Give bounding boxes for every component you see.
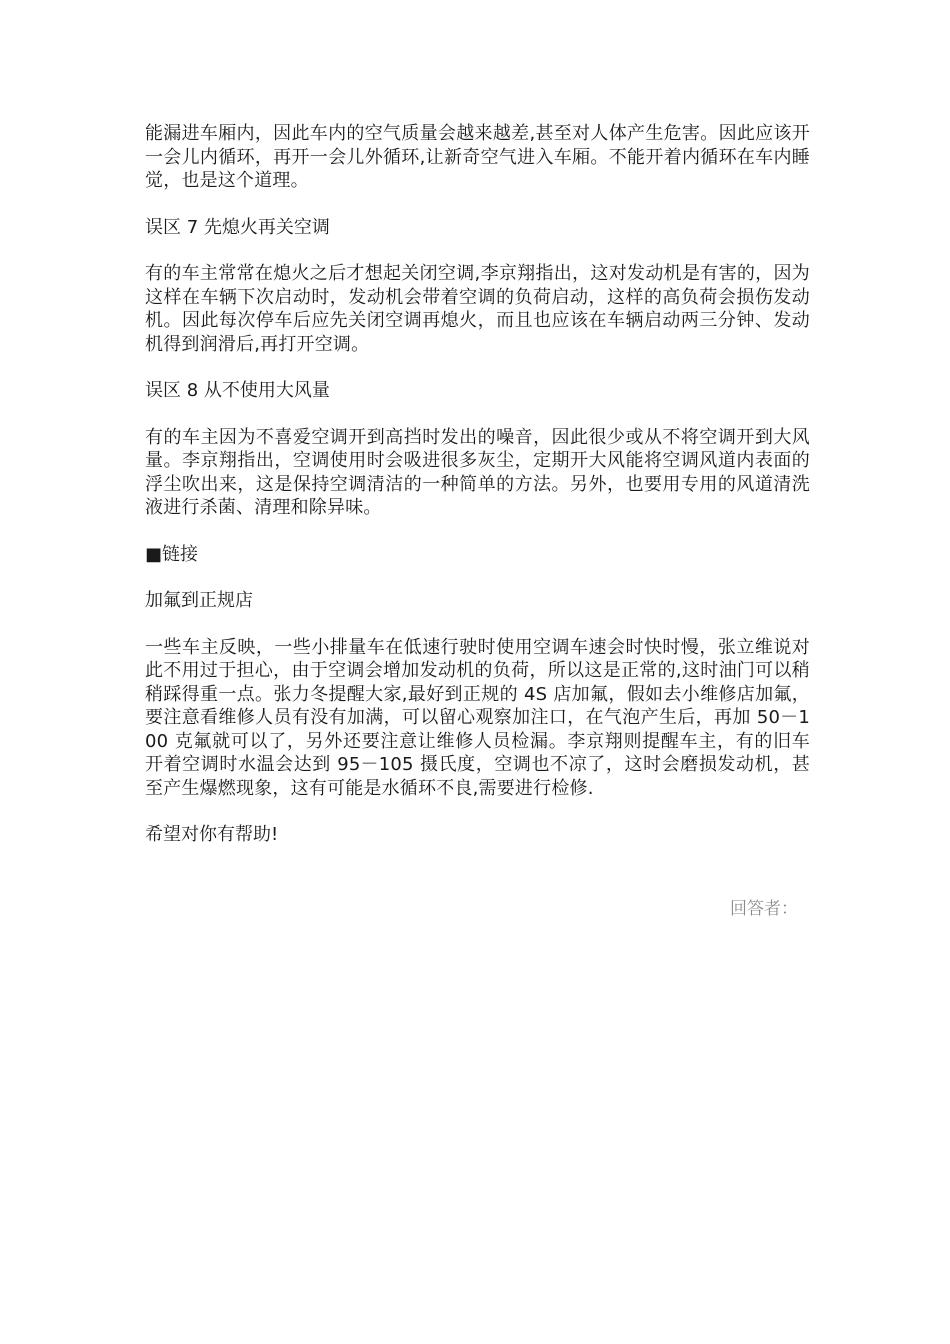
heading-link: ■链接 (145, 543, 199, 565)
closing-line: 希望对你有帮助! (145, 824, 279, 845)
paragraph-mistake-7: 有的车主常常在熄火之后才想起关闭空调,李京翔指出，这对发动机是有害的，因为这样在车辆下次启动时，发动机会带着空调的负荷启动，这样的高负荷会损伤发动机。因此每次停车后应先关闭空调再熄火，而且也应该在车辆启动两三分钟、发动机得到润滑后,再打开空调。 (145, 263, 810, 355)
heading-mistake-8: 误区 8 从不使用大风量 (145, 380, 330, 401)
answerer-label: 回答者： (730, 899, 798, 919)
heading-mistake-7: 误区 7 先熄火再关空调 (145, 216, 330, 238)
paragraph-mistake-8: 有的车主因为不喜爱空调开到高挡时发出的噪音，因此很少或从不将空调开到大风量。李京翔指出，空调使用时会吸进很多灰尘，定期开大风能将空调风道内表面的浮尘吹出来，这是保持空调清洁的一种简单的方法。另外，也要用专用的风道清洗液进行杀菌、清理和除异味。 (145, 426, 810, 518)
paragraph-intro: 能漏进车厢内，因此车内的空气质量会越来越差,甚至对人体产生危害。因此应该开一会儿内循环，再开一会儿外循环,让新奇空气进入车厢。不能开着内循环在车内睡觉，也是这个道理。 (145, 123, 810, 191)
article-body (145, 122, 810, 847)
paragraph-refrigerant: 一些车主反映，一些小排量车在低速行驶时使用空调车速会时快时慢，张立维说对此不用过于担心，由于空调会增加发动机的负荷，所以这是正常的,这时油门可以稍稍踩得重一点。张力冬提醒大家,最好到正规的 4S 店加氟，假如去小维修店加氟，要注意看维修人员有没有加满，可以留心观察加注口，在气泡产生后，再加 50－100 克氟就可以了，另外还要注意让维修人员检漏。李京翔则提醒车主，有的旧车开着空调时水温会达到 95－105 摄氏度，空调也不凉了，这时会磨损发动机，甚至产生爆燃现象，这有可能是水循环不良,需要进行检修. (145, 636, 810, 799)
heading-refrigerant: 加氟到正规店 (145, 590, 253, 611)
